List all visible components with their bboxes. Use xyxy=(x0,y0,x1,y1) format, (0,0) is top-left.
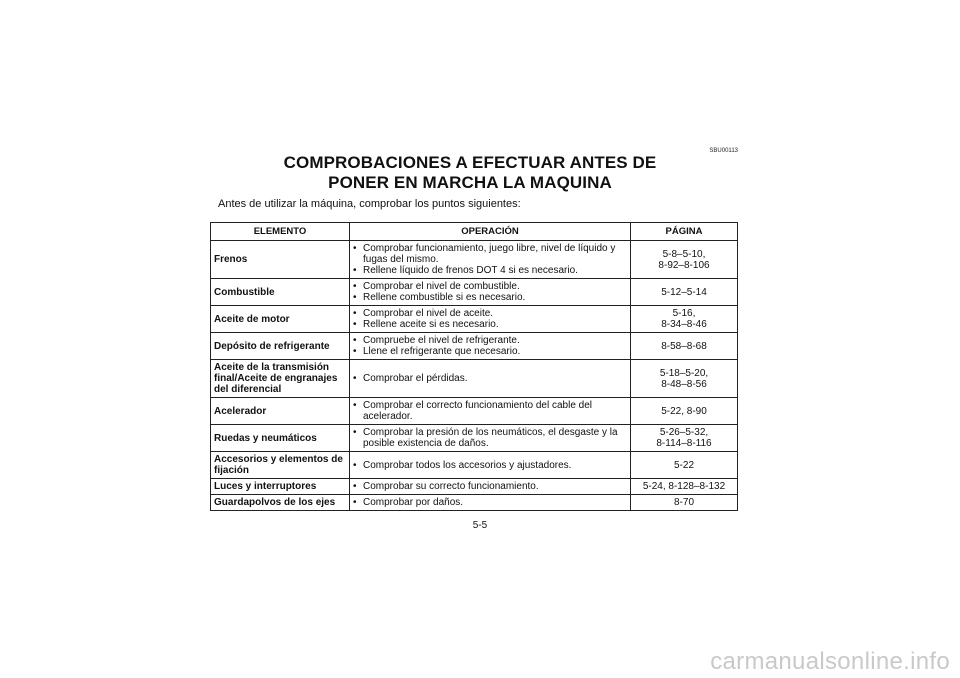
doc-code: SBU00113 xyxy=(709,148,738,154)
row-operation xyxy=(350,425,631,452)
page-ref: 5-8–5-10, xyxy=(662,248,706,260)
page-ref: 8-58–8-68 xyxy=(661,340,707,352)
row-element: Combustible xyxy=(211,279,350,306)
table-body xyxy=(211,241,738,511)
page-ref: 5-24, 8-128–8-132 xyxy=(642,481,726,492)
operation-bullet: • Comprobar funcionamiento, juego libre, nivel de líquido y fugas del mismo. xyxy=(353,243,627,265)
operation-bullet: • Comprobar el nivel de aceite. xyxy=(353,308,627,319)
operation-bullet: • Comprobar el correcto funcionamiento del cable del acelerador. xyxy=(353,400,627,422)
operation-bullet: • Rellene aceite si es necesario. xyxy=(353,319,627,330)
table-row xyxy=(211,360,738,398)
table-row xyxy=(211,333,738,360)
operation-bullet: • Comprobar su correcto funcionamiento. xyxy=(353,481,627,492)
operation-bullet: • Comprobar por daños. xyxy=(353,497,627,508)
page-ref: 8-114–8-116 xyxy=(656,438,712,449)
page-ref: 5-12–5-14 xyxy=(661,286,707,298)
page-ref: 8-70 xyxy=(673,497,694,508)
row-element: Ruedas y neumáticos xyxy=(211,425,350,452)
page-ref: 8-34–8-46 xyxy=(661,319,707,330)
table-row xyxy=(211,306,738,333)
row-element: Accesorios y elementos de fijación xyxy=(211,452,350,479)
row-page xyxy=(631,306,738,333)
row-page xyxy=(631,398,738,425)
row-operation xyxy=(350,241,631,279)
table-row xyxy=(211,425,738,452)
row-element: Aceite de motor xyxy=(211,306,350,333)
row-page xyxy=(631,479,738,495)
operation-bullet: • Comprobar el pérdidas. xyxy=(353,373,627,384)
row-element: Depósito de refrigerante xyxy=(211,333,350,360)
row-page xyxy=(631,452,738,479)
title-line-1: COMPROBACIONES A EFECTUAR ANTES DE xyxy=(283,153,657,172)
row-page xyxy=(631,279,738,306)
row-operation xyxy=(350,360,631,398)
operation-bullet: • Compruebe el nivel de refrigerante. xyxy=(353,335,627,346)
title-line-2: PONER EN MARCHA LA MAQUINA xyxy=(328,173,612,192)
row-element: Acelerador xyxy=(211,398,350,425)
row-operation xyxy=(350,495,631,511)
operation-bullet: • Comprobar todos los accesorios y ajustadores. xyxy=(353,460,627,471)
row-operation xyxy=(350,306,631,333)
table-row xyxy=(211,495,738,511)
row-element: Luces y interruptores xyxy=(211,479,350,495)
row-page xyxy=(631,360,738,398)
operation-bullet: • Rellene líquido de frenos DOT 4 si es necesario. xyxy=(353,265,627,276)
page-ref: 8-48–8-56 xyxy=(661,378,707,390)
table-row xyxy=(211,479,738,495)
page-ref: 5-22, 8-90 xyxy=(661,405,707,417)
row-element: Frenos xyxy=(211,241,350,279)
page-ref: 5-18–5-20, xyxy=(659,367,709,379)
row-element: Aceite de la transmisión final/Aceite de engranajes del diferencial xyxy=(211,360,350,398)
row-page xyxy=(631,241,738,279)
table-row xyxy=(211,398,738,425)
operation-bullet: • Rellene combustible si es necesario. xyxy=(353,292,627,303)
row-page xyxy=(631,495,738,511)
page-ref: 5-26–5-32, xyxy=(659,427,709,438)
table-row xyxy=(211,452,738,479)
page-number: 5-5 xyxy=(472,520,488,531)
row-operation xyxy=(350,333,631,360)
watermark: carmanualsonline.info xyxy=(710,648,950,675)
page-title xyxy=(210,153,730,193)
header-operation: OPERACIÓN xyxy=(350,223,631,241)
operation-bullet: • Comprobar la presión de los neumáticos, el desgaste y la posible existencia de daños. xyxy=(353,427,627,449)
row-operation xyxy=(350,479,631,495)
page-ref: 8-92–8-106 xyxy=(658,259,710,271)
row-operation xyxy=(350,452,631,479)
header-element: ELEMENTO xyxy=(211,223,350,241)
table-row xyxy=(211,241,738,279)
intro-text: Antes de utilizar la máquina, comprobar los puntos siguientes: xyxy=(218,198,521,210)
row-element: Guardapolvos de los ejes xyxy=(211,495,350,511)
checks-table xyxy=(210,222,738,511)
row-page xyxy=(631,425,738,452)
page-ref: 5-22 xyxy=(673,459,694,471)
header-page: PÁGINA xyxy=(631,223,738,241)
page-ref: 5-16, xyxy=(672,308,696,319)
table-row xyxy=(211,279,738,306)
operation-bullet: • Comprobar el nivel de combustible. xyxy=(353,281,627,292)
row-page xyxy=(631,333,738,360)
row-operation xyxy=(350,279,631,306)
table-header-row xyxy=(211,223,738,241)
row-operation xyxy=(350,398,631,425)
operation-bullet: • Llene el refrigerante que necesario. xyxy=(353,346,627,357)
